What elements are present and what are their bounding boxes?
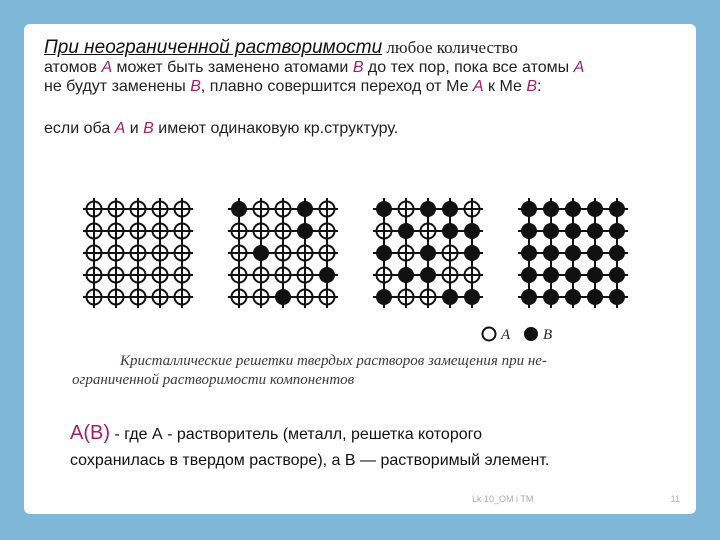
definition-line-2: сохранилась в твердом растворе), а В — растворимый элемент. <box>70 452 550 469</box>
atom-b-icon <box>319 267 335 283</box>
legend-b-label: B <box>543 327 553 343</box>
atom-b-icon <box>521 223 537 239</box>
open-circle-icon <box>483 328 496 341</box>
atom-b-icon <box>521 267 537 283</box>
atom-b-label: B <box>526 78 538 95</box>
intro-text-5: не будут заменены <box>44 78 191 95</box>
atom-b-icon <box>565 223 581 239</box>
definition-line-1: - где А - растворитель (металл, решетка которого <box>110 426 482 443</box>
atom-b-icon <box>543 201 559 217</box>
filled-circle-icon <box>524 327 538 341</box>
atom-a-label: A <box>114 120 126 137</box>
atom-b-icon <box>464 289 480 305</box>
lattice-figure <box>79 189 639 329</box>
atom-b-icon <box>521 201 537 217</box>
atom-b-icon <box>442 201 458 217</box>
atom-a-label: A <box>101 59 113 76</box>
atom-b-icon <box>565 289 581 305</box>
definition-term: A(B) <box>70 422 110 444</box>
definition-paragraph <box>70 420 670 474</box>
atom-b-icon <box>565 245 581 261</box>
atom-b-icon <box>231 201 247 217</box>
atom-b-icon <box>587 245 603 261</box>
lattice-grid <box>518 198 628 308</box>
atom-b-icon <box>521 289 537 305</box>
intro-text-1: любое количество <box>382 38 518 57</box>
atom-b-icon <box>543 289 559 305</box>
atom-b-icon <box>420 245 436 261</box>
figure-caption <box>72 352 632 390</box>
atom-b-icon <box>543 223 559 239</box>
intro-text-2: атомов <box>44 59 102 76</box>
atom-b-icon <box>376 245 392 261</box>
atom-b-icon <box>420 201 436 217</box>
atom-b-icon <box>398 267 414 283</box>
atom-b-icon <box>587 201 603 217</box>
intro-text-4: до тех пор, пока все атомы <box>363 59 574 76</box>
atom-b-icon <box>297 223 313 239</box>
atom-b-icon <box>420 267 436 283</box>
atom-b-icon <box>297 201 313 217</box>
atom-b-icon <box>587 289 603 305</box>
atom-b-icon <box>442 289 458 305</box>
condition-text-1: если оба <box>44 120 115 137</box>
lattice-grid <box>83 198 193 308</box>
condition-paragraph <box>44 120 684 138</box>
atom-b-icon <box>609 267 625 283</box>
atom-b-icon <box>609 201 625 217</box>
atom-b-label: B <box>190 78 201 95</box>
footer-label: Lk 10_OM i TM <box>472 494 534 504</box>
atom-b-icon <box>609 245 625 261</box>
atom-b-icon <box>376 289 392 305</box>
atom-a-label: A <box>573 59 585 76</box>
intro-text-3: может быть заменено атомами <box>112 59 353 76</box>
lattice-legend <box>479 324 569 344</box>
atom-b-icon <box>609 223 625 239</box>
atom-b-icon <box>565 201 581 217</box>
caption-line-1: Кристаллические решетки твердых растворов замещения при не- <box>120 353 547 369</box>
atom-b-icon <box>398 223 414 239</box>
atom-b-icon <box>442 223 458 239</box>
intro-text-7: к Ме <box>483 78 527 95</box>
atom-b-icon <box>543 245 559 261</box>
atom-b-icon <box>275 289 291 305</box>
page-number: 11 <box>670 494 680 504</box>
intro-paragraph <box>44 38 684 96</box>
lattice-grid <box>373 198 483 308</box>
heading: При неограниченной растворимости <box>44 37 383 58</box>
atom-b-icon <box>565 267 581 283</box>
intro-text-6: , плавно совершится переход от Ме <box>200 78 473 95</box>
condition-text-3: имеют одинаковую кр.структуру. <box>153 120 399 137</box>
atom-b-icon <box>609 289 625 305</box>
atom-b-icon <box>376 201 392 217</box>
atom-b-icon <box>464 223 480 239</box>
atom-b-icon <box>253 245 269 261</box>
atom-a-label: A <box>472 78 484 95</box>
caption-line-2: ограниченной растворимости компонентов <box>72 372 355 388</box>
atom-b-icon <box>543 267 559 283</box>
intro-text-8: : <box>537 78 542 95</box>
atom-b-icon <box>464 245 480 261</box>
atom-b-icon <box>587 267 603 283</box>
slide <box>24 24 696 514</box>
atom-b-icon <box>587 223 603 239</box>
lattice-grid <box>228 198 338 308</box>
atom-b-label: B <box>352 59 364 76</box>
atom-b-icon <box>521 245 537 261</box>
atom-b-label: B <box>143 120 154 137</box>
condition-text-2: и <box>125 120 144 137</box>
legend-a-label: A <box>501 327 511 343</box>
